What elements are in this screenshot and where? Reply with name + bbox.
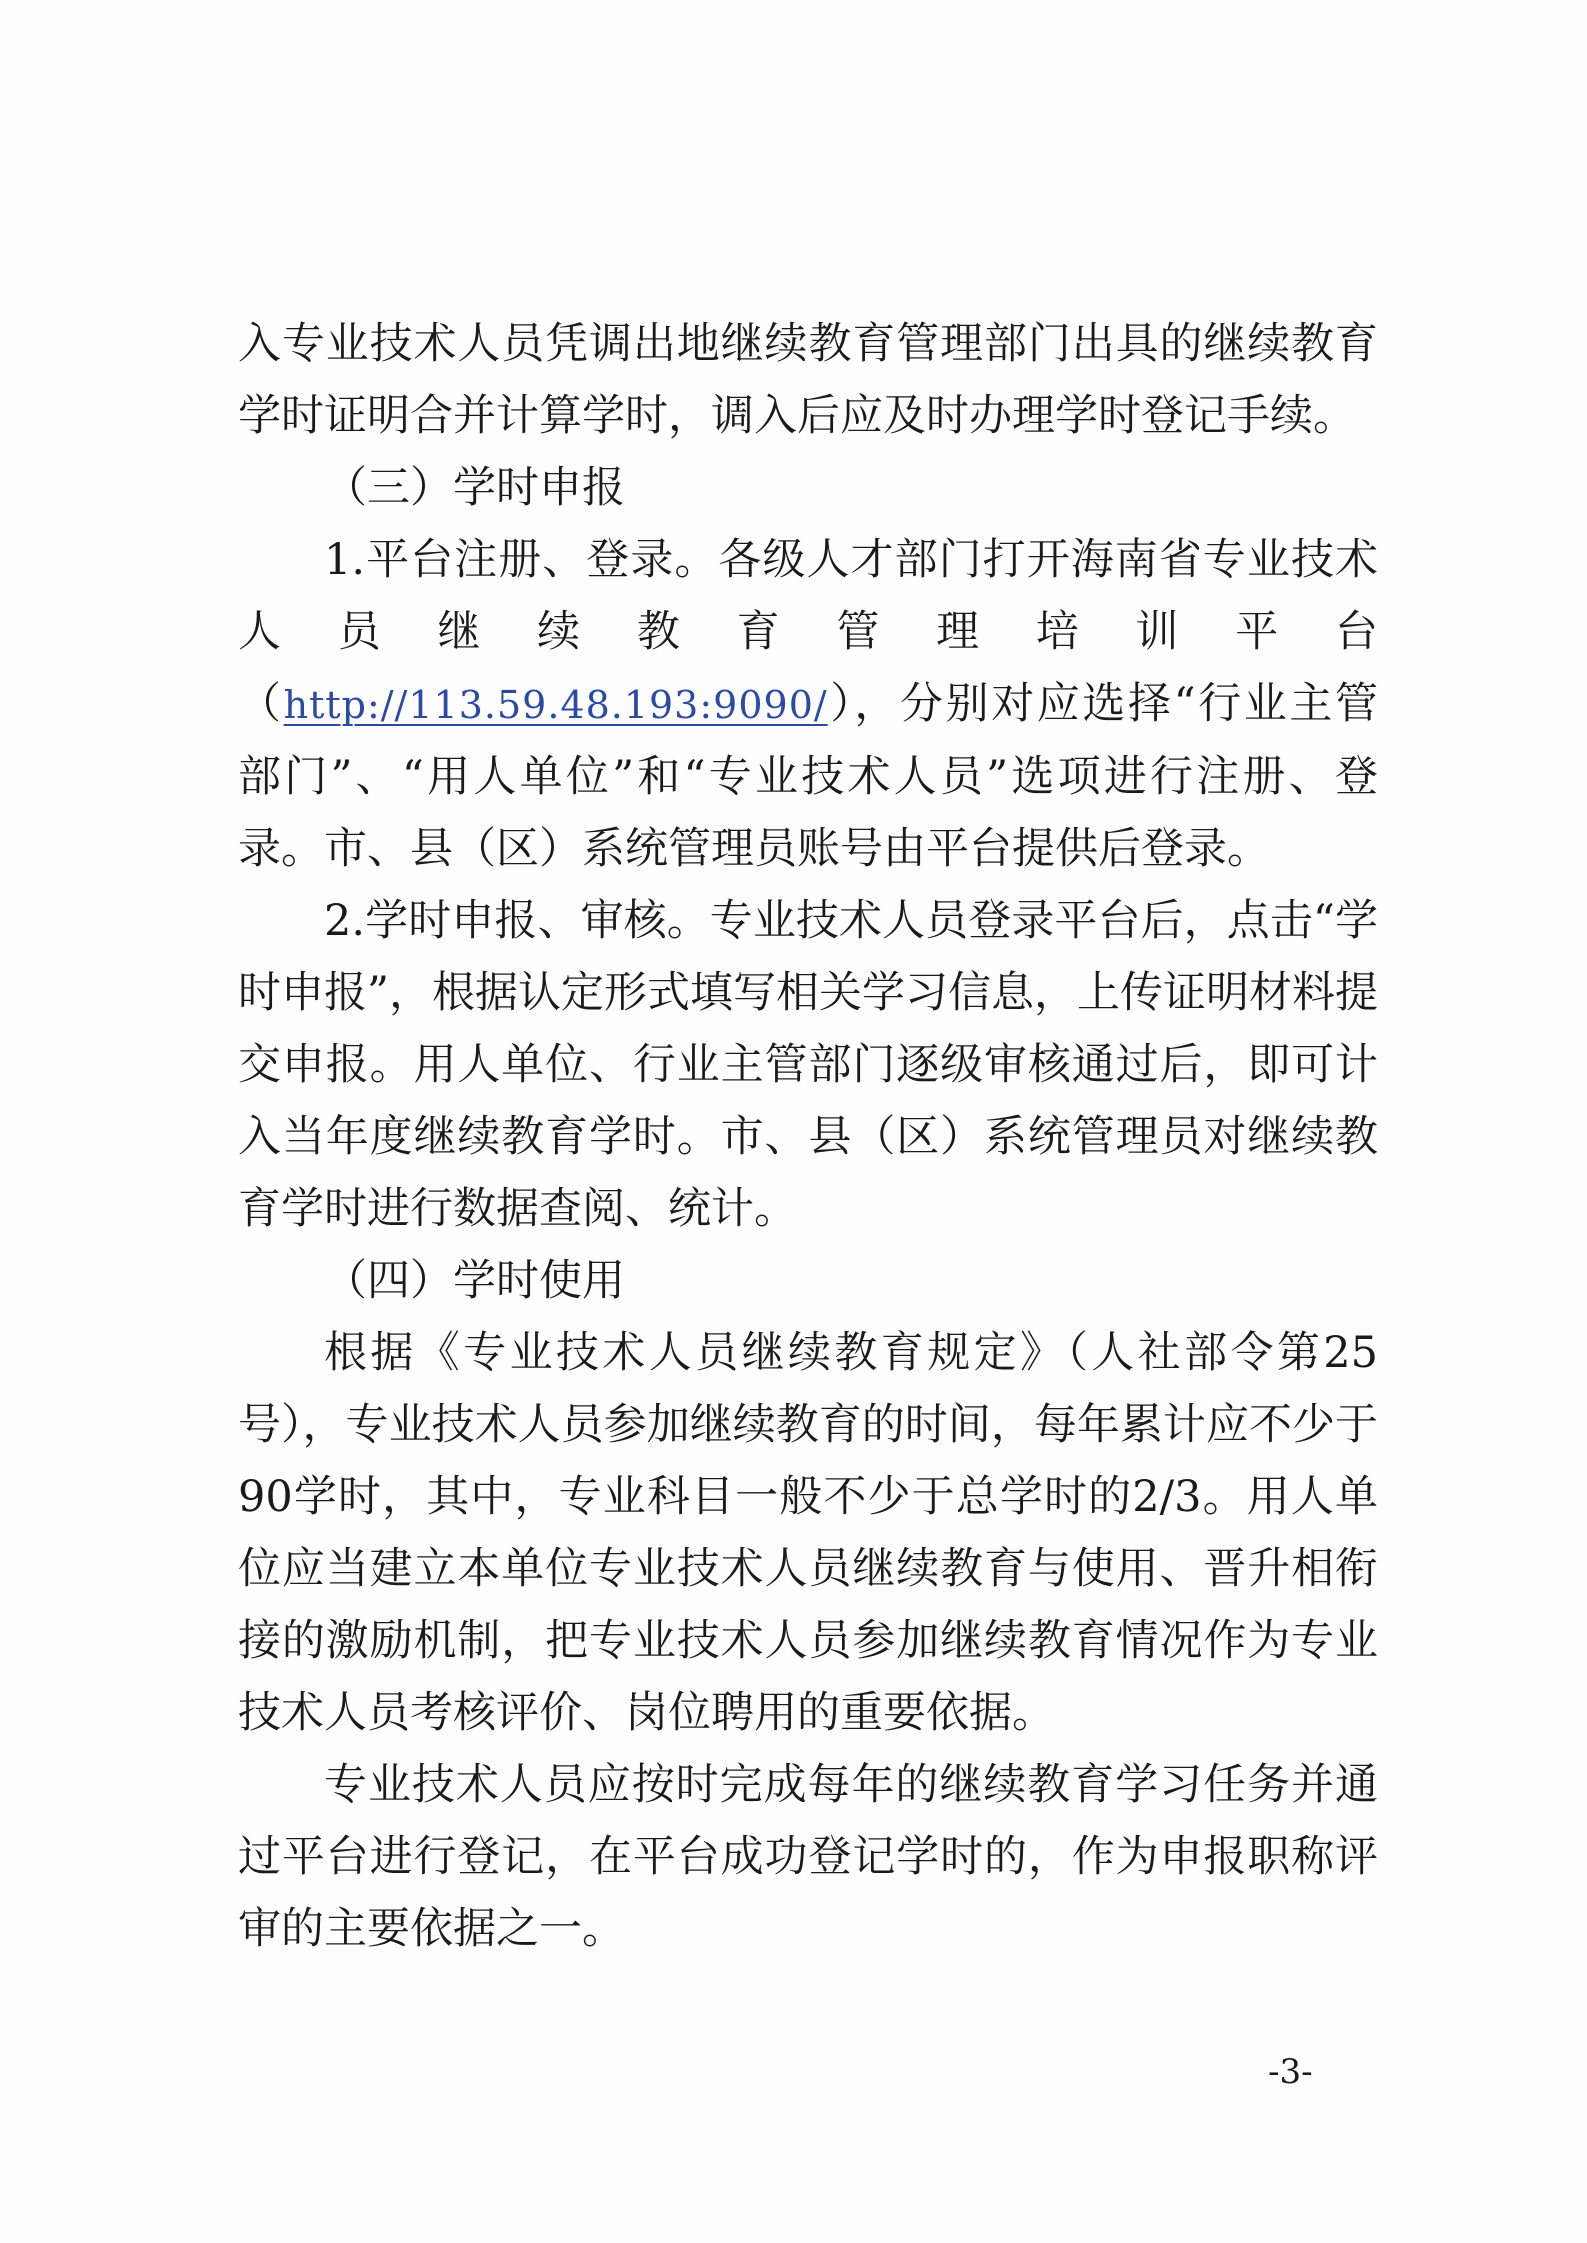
hours-usage-paragraph: 根据《专业技术人员继续教育规定》（人社部令第25号），专业技术人员参加继续教育的时间，每年累计应不少于90学时，其中，专业科目一般不少于总学时的2/3。用人单位应当建立本单位专业技术人员继续教育与使用、晋升相衔接的激励机制，把专业技术人员参加继续教育情况作为专业技术人员考核评价、岗位聘用的重要依据。 bbox=[238, 1328, 1378, 1738]
hours-declaration-paragraph: 2.学时申报、审核。专业技术人员登录平台后，点击“学时申报”，根据认定形式填写相关学习信息，上传证明材料提交申报。用人单位、行业主管部门逐级审核通过后，即可计入当年度继续教育学时。市、县（区）系统管理员对继续教育学时进行数据查阅、统计。 bbox=[238, 896, 1378, 1234]
section-heading-three: （三）学时申报 bbox=[324, 463, 625, 513]
section-heading-four: （四）学时使用 bbox=[324, 1256, 625, 1306]
page-number: -3- bbox=[1268, 2052, 1313, 2092]
platform-registration-paragraph bbox=[238, 524, 1378, 885]
registration-text-after-link: ），分别对应选择“行业主管部门”、“用人单位”和“专业技术人员”选项进行注册、登录。市、县（区）系统管理员账号由平台提供后登录。 bbox=[238, 679, 1379, 874]
hours-registration-paragraph: 专业技术人员应按时完成每年的继续教育学习任务并通过平台进行登记，在平台成功登记学时的，作为申报职称评审的主要依据之一。 bbox=[238, 1760, 1378, 1954]
document-body bbox=[238, 308, 1378, 1965]
registration-text-before-link: 1.平台注册、登录。各级人才部门打开海南省专业技术人员继续教育管理培训平台（ bbox=[238, 535, 1378, 729]
continuation-paragraph: 入专业技术人员凭调出地继续教育管理部门出具的继续教育学时证明合并计算学时，调入后应及时办理学时登记手续。 bbox=[238, 319, 1378, 441]
platform-url-link[interactable]: http://113.59.48.193:9090/ bbox=[283, 683, 828, 727]
